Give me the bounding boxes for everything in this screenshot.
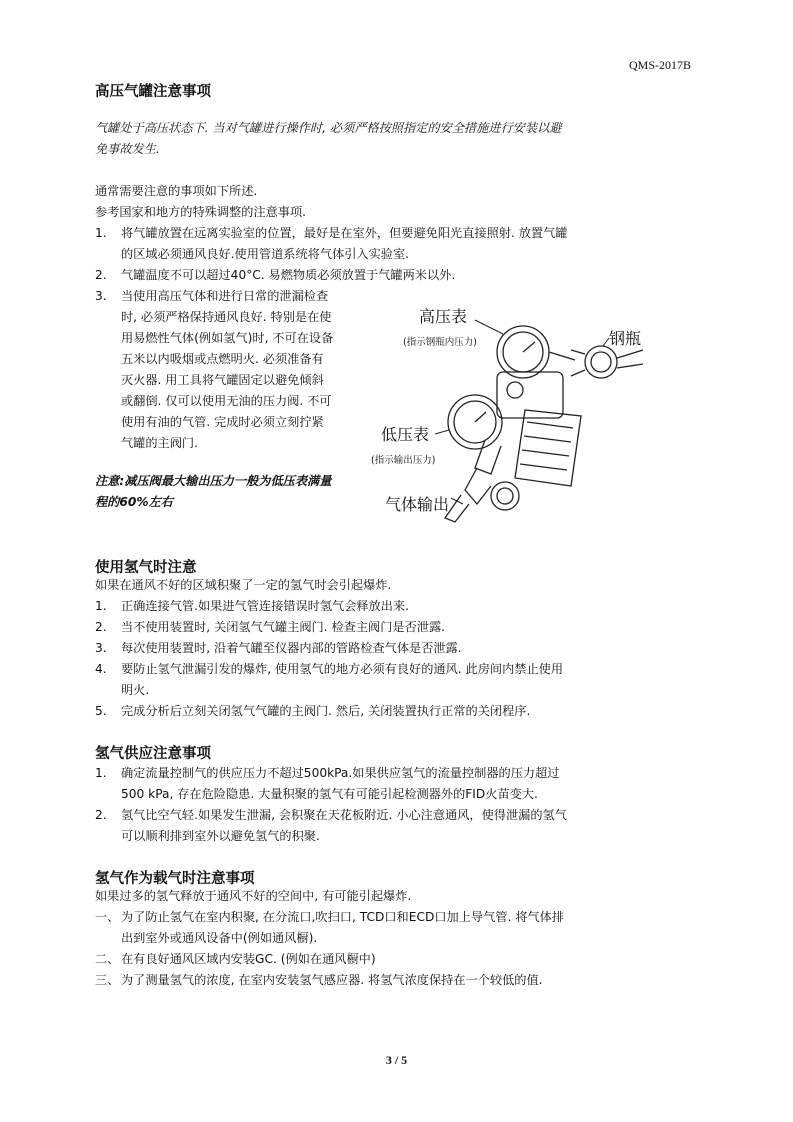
list-item-line: 为了防止氢气在室内积聚, 在分流口,吹扫口, TCD口和ECD口加上导气管. 将气体排: [121, 910, 564, 924]
intro-line: 如果在通风不好的区域积聚了一定的氢气时会引起爆炸.: [95, 578, 392, 592]
label-outlet: 气体输出: [385, 495, 450, 514]
list-item-line: 要防止氢气泄漏引发的爆炸, 使用氢气的地方必须有良好的通风. 此房间内禁止使用: [121, 662, 564, 676]
intro-line: 通常需要注意的事项如下所述.: [95, 184, 258, 198]
list-number: 3.: [95, 641, 107, 655]
label-high-gauge-sub: (指示钢瓶内压力): [403, 337, 477, 348]
list-item-line: 气罐的主阀门.: [121, 436, 198, 450]
list-number: 一、: [95, 910, 120, 924]
list-number: 2.: [95, 808, 107, 822]
list-number: 2.: [95, 620, 107, 634]
list-item-line: 五米以内吸烟或点燃明火. 必须准备有: [121, 352, 324, 366]
document-code: QMS-2017B: [628, 58, 691, 72]
list-item-line: 使用有油的气管. 完成时必须立刻拧紧: [121, 415, 324, 429]
regulator-diagram: [365, 290, 665, 535]
list-number: 3.: [95, 289, 107, 303]
intro-line: 如果过多的氢气释放于通风不好的空间中, 有可能引起爆炸.: [95, 889, 412, 903]
list-number: 1.: [95, 766, 107, 780]
list-item-line: 时, 必须严格保持通风良好. 特别是在使: [121, 310, 332, 324]
section-title-high-pressure: 高压气罐注意事项: [95, 84, 211, 100]
section-title-hydrogen-supply: 氢气供应注意事项: [95, 746, 211, 762]
list-item-line: 的区域必须通风良好.使用管道系统将气体引入实验室.: [121, 247, 410, 261]
list-item-line: 将气罐放置在远离实验室的位置，最好是在室外，但要避免阳光直接照射. 放置气罐: [121, 226, 568, 240]
list-number: 二、: [95, 952, 120, 966]
list-item-line: 正确连接气管.如果进气管连接错误时氢气会释放出来.: [121, 599, 410, 613]
list-item-line: 每次使用装置时, 沿着气罐至仪器内部的管路检查气体是否泄露.: [121, 641, 462, 655]
label-high-gauge: 高压表: [419, 307, 468, 326]
list-item-line: 气罐温度不可以超过40°C. 易燃物质必须放置于气罐两米以外.: [121, 268, 456, 282]
list-item-line: 明火.: [121, 683, 150, 697]
list-item-line: 当不使用装置时, 关闭氢气气罐主阀门. 检查主阀门是否泄露.: [121, 620, 446, 634]
list-item-line: 500 kPa, 存在危险隐患. 大量积聚的氢气有可能引起检测器外的FID火苗变大.: [121, 787, 538, 801]
list-item-line: 确定流量控制气的供应压力不超过500kPa.如果供应氢气的流量控制器的压力超过: [121, 766, 560, 780]
section-title-hydrogen-use: 使用氢气时注意: [95, 560, 197, 576]
intro-line: 参考国家和地方的特殊调整的注意事项.: [95, 205, 307, 219]
list-number: 1.: [95, 599, 107, 613]
list-item-line: 氢气比空气轻.如果发生泄漏, 会积聚在天花板附近. 小心注意通风，使得泄漏的氢气: [121, 808, 567, 822]
page-number: 3 / 5: [385, 1053, 408, 1067]
list-number: 2.: [95, 268, 107, 282]
list-item-line: 在有良好通风区域内安装GC. (例如在通风橱中): [121, 952, 376, 966]
label-cylinder: 钢瓶: [609, 329, 642, 348]
pressure-note: 注意:减压阀最大输出压力一般为低压表满量: [95, 474, 332, 488]
list-item-line: 完成分析后立刻关闭氢气气罐的主阀门. 然后, 关闭装置执行正常的关闭程序.: [121, 704, 531, 718]
list-number: 5.: [95, 704, 107, 718]
label-low-gauge: 低压表: [381, 425, 430, 444]
list-item-line: 出到室外或通风设备中(例如通风橱).: [121, 931, 318, 945]
list-item-line: 或翻倒. 仅可以使用无油的压力阀. 不可: [121, 394, 332, 408]
list-item-line: 当使用高压气体和进行日常的泄漏检查: [121, 289, 329, 303]
list-item-line: 用易燃性气体(例如氢气)时, 不可在设备: [121, 331, 334, 345]
list-number: 三、: [95, 973, 120, 987]
warning-line: 免事故发生.: [95, 142, 160, 156]
list-item-line: 灭火器. 用工具将气罐固定以避免倾斜: [121, 373, 324, 387]
warning-line: 气罐处于高压状态下. 当对气罐进行操作时, 必须严格按照指定的安全措施进行安装以避: [95, 121, 562, 135]
label-low-gauge-sub: (指示输出压力): [371, 455, 436, 466]
list-item-line: 可以顺利排到室外以避免氢气的积聚.: [121, 829, 320, 843]
section-title-hydrogen-carrier: 氢气作为载气时注意事项: [95, 871, 255, 887]
list-number: 4.: [95, 662, 107, 676]
list-item-line: 为了测量氢气的浓度, 在室内安装氢气感应器. 将氢气浓度保持在一个较低的值.: [121, 973, 543, 987]
pressure-note: 程的60%左右: [95, 495, 173, 509]
list-number: 1.: [95, 226, 107, 240]
